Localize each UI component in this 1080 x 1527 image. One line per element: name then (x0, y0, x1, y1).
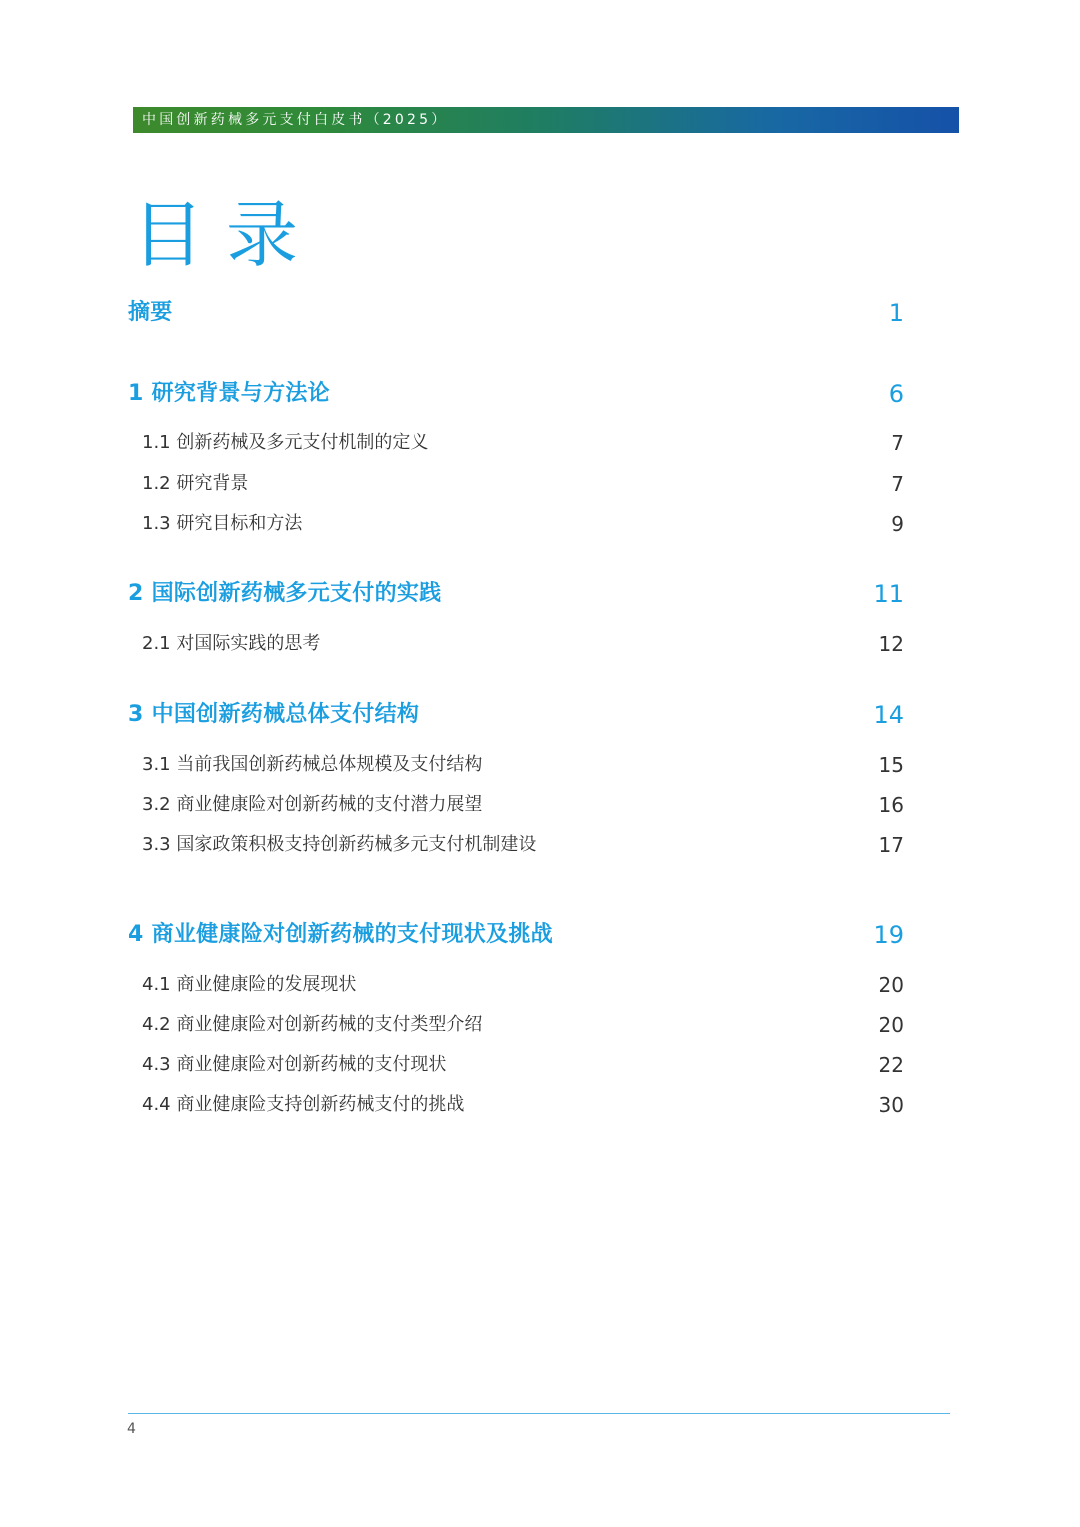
footer-page-number: 4 (127, 1421, 136, 1437)
toc-heading-char-2: 录 (226, 193, 299, 277)
toc-entry-section-3-3[interactable] (0, 825, 1080, 865)
toc-heading (132, 193, 298, 277)
toc-entry-section-2[interactable] (0, 574, 1080, 614)
toc-entry-section-4[interactable] (0, 915, 1080, 955)
toc-entry-label: 3.2 商业健康险对创新药械的支付潜力展望 (142, 794, 483, 815)
toc-entry-label: 3 中国创新药械总体支付结构 (128, 702, 420, 727)
toc-entry-label: 4.4 商业健康险支持创新药械支付的挑战 (142, 1094, 465, 1115)
toc-entry-label: 2.1 对国际实践的思考 (142, 633, 321, 654)
toc-entry-label: 1.1 创新药械及多元支付机制的定义 (142, 432, 429, 453)
toc-entry-label: 2 国际创新药械多元支付的实践 (128, 581, 442, 606)
toc-entry-section-1-1[interactable] (0, 423, 1080, 463)
toc-entry-abstract[interactable] (0, 293, 1080, 333)
toc-entry-section-2-1[interactable] (0, 624, 1080, 664)
toc-entry-label: 1 研究背景与方法论 (128, 381, 330, 406)
toc-entry-section-3-2[interactable] (0, 785, 1080, 825)
toc-entry-label: 摘要 (128, 300, 173, 325)
toc-entry-label: 4.2 商业健康险对创新药械的支付类型介绍 (142, 1014, 483, 1035)
toc-entry-page: 20 (878, 973, 904, 997)
toc-entry-label: 3.1 当前我国创新药械总体规模及支付结构 (142, 754, 483, 775)
toc-entry-page: 17 (878, 833, 904, 857)
toc-entry-section-1-2[interactable] (0, 464, 1080, 504)
toc-entry-label: 3.3 国家政策积极支持创新药械多元支付机制建设 (142, 834, 537, 855)
toc-entry-section-1-3[interactable] (0, 504, 1080, 544)
document-header-bar (133, 107, 959, 133)
toc-entry-page: 14 (873, 701, 904, 729)
toc-entry-page: 22 (878, 1053, 904, 1077)
toc-entry-label: 4.3 商业健康险对创新药械的支付现状 (142, 1054, 447, 1075)
toc-entry-section-4-1[interactable] (0, 965, 1080, 1005)
toc-entry-page: 11 (873, 580, 904, 608)
toc-entry-page: 7 (891, 472, 904, 496)
toc-entry-page: 9 (891, 512, 904, 536)
toc-entry-page: 16 (878, 793, 904, 817)
toc-entry-label: 1.2 研究背景 (142, 473, 249, 494)
toc-entry-section-4-2[interactable] (0, 1005, 1080, 1045)
toc-entry-section-4-3[interactable] (0, 1045, 1080, 1085)
toc-entry-label: 4 商业健康险对创新药械的支付现状及挑战 (128, 922, 553, 947)
toc-entry-page: 30 (878, 1093, 904, 1117)
document-title: 中国创新药械多元支付白皮书（2025） (142, 112, 449, 128)
toc-entry-section-3-1[interactable] (0, 745, 1080, 785)
toc-heading-char-1: 目 (132, 193, 205, 277)
footer-divider (128, 1413, 950, 1414)
toc-entry-label: 1.3 研究目标和方法 (142, 513, 303, 534)
toc-entry-page: 15 (878, 753, 904, 777)
toc-entry-section-3[interactable] (0, 695, 1080, 735)
toc-entry-page: 7 (891, 431, 904, 455)
toc-entry-page: 20 (878, 1013, 904, 1037)
toc-entry-page: 12 (878, 632, 904, 656)
toc-entry-section-1[interactable] (0, 374, 1080, 414)
toc-entry-page: 1 (888, 299, 904, 327)
toc-entry-page: 19 (873, 921, 904, 949)
toc-entry-section-4-4[interactable] (0, 1085, 1080, 1125)
toc-entry-label: 4.1 商业健康险的发展现状 (142, 974, 357, 995)
toc-entry-page: 6 (888, 380, 904, 408)
